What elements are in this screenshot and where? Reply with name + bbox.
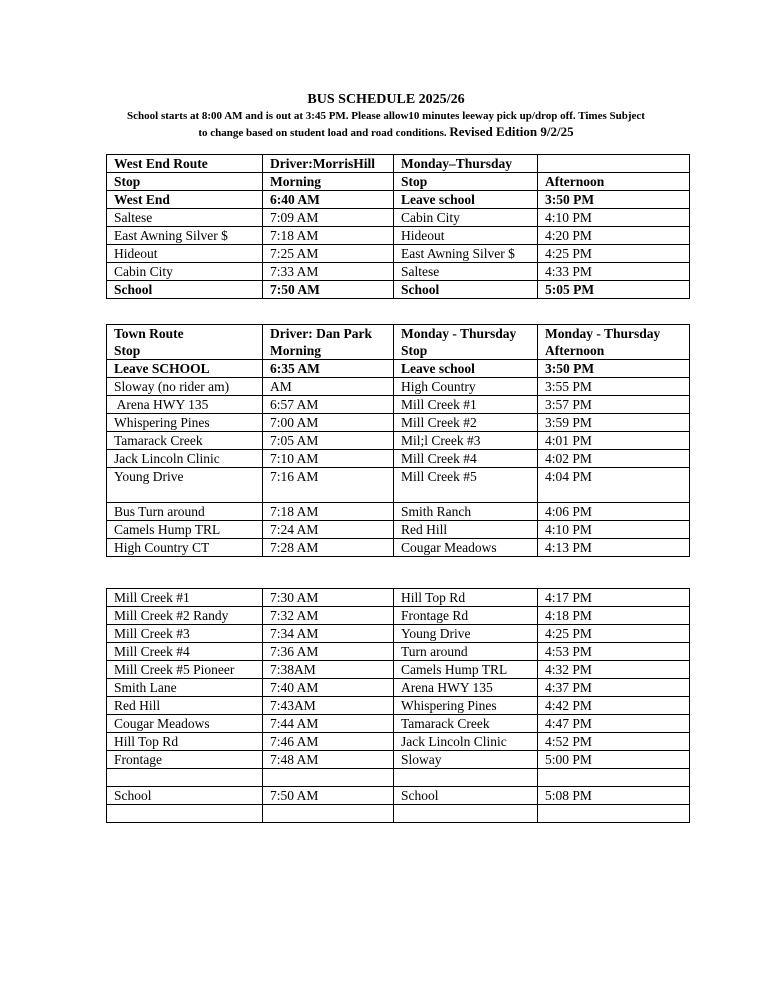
table-row [107, 227, 690, 245]
time-cell: 7:18 AM [263, 503, 394, 521]
time-cell: 3:57 PM [538, 396, 690, 414]
time-cell [538, 805, 690, 823]
time-cell: 7:44 AM [263, 715, 394, 733]
stop-cell: Arena HWY 135 [107, 396, 263, 414]
stop-cell [394, 805, 538, 823]
time-cell: 7:30 AM [263, 589, 394, 607]
stop-cell: School [107, 281, 263, 299]
time-cell: 4:47 PM [538, 715, 690, 733]
table-row [107, 751, 690, 769]
column-header: Stop [394, 173, 538, 191]
column-header: Morning [263, 173, 394, 191]
subtitle-line-2 [110, 124, 662, 141]
stop-cell: Hideout [107, 245, 263, 263]
time-cell: 7:40 AM [263, 679, 394, 697]
stop-cell: Tamarack Creek [107, 432, 263, 450]
time-cell: 4:06 PM [538, 503, 690, 521]
table-row [107, 396, 690, 414]
west-end-route-table [106, 154, 690, 299]
time-cell: 4:01 PM [538, 432, 690, 450]
header-cell: Monday–Thursday [394, 155, 538, 173]
time-cell: 7:48 AM [263, 751, 394, 769]
header-line: Afternoon [545, 343, 605, 358]
time-cell: 7:09 AM [263, 209, 394, 227]
header-cell: Driver:MorrisHill [263, 155, 394, 173]
time-cell: 5:00 PM [538, 751, 690, 769]
table-row [107, 263, 690, 281]
time-cell: 3:59 PM [538, 414, 690, 432]
table-header-row [107, 325, 690, 360]
revised-edition: Revised Edition 9/2/25 [449, 124, 574, 139]
stop-cell [107, 769, 263, 787]
time-cell: 7:43AM [263, 697, 394, 715]
table-row [107, 643, 690, 661]
town-route-table [106, 324, 690, 557]
stop-cell: Sloway [394, 751, 538, 769]
table-row [107, 625, 690, 643]
stop-cell: Frontage Rd [394, 607, 538, 625]
header-line: Town Route [114, 326, 184, 341]
time-cell: 7:50 AM [263, 281, 394, 299]
page-title: BUS SCHEDULE 2025/26 [307, 92, 465, 107]
table-row [107, 468, 690, 503]
table-row [107, 245, 690, 263]
subtitle-line-1: School starts at 8:00 AM and is out at 3:45 PM. Please allow10 minutes leeway pick up/drop off. Times Subject [127, 110, 645, 122]
header-cell [394, 325, 538, 360]
stop-cell: Bus Turn around [107, 503, 263, 521]
header-line: Stop [401, 343, 428, 358]
stop-cell: Hideout [394, 227, 538, 245]
stop-cell: School [394, 281, 538, 299]
time-cell: 4:10 PM [538, 209, 690, 227]
time-cell: 7:05 AM [263, 432, 394, 450]
stop-cell: Jack Lincoln Clinic [394, 733, 538, 751]
table-row [107, 733, 690, 751]
stop-cell: Leave school [394, 360, 538, 378]
time-cell [263, 805, 394, 823]
time-cell: 7:28 AM [263, 539, 394, 557]
stop-cell: Mill Creek #2 [394, 414, 538, 432]
time-cell: 4:18 PM [538, 607, 690, 625]
time-cell: 4:20 PM [538, 227, 690, 245]
table-row [107, 715, 690, 733]
header-line: Monday - Thursday [545, 326, 661, 341]
time-cell: 3:50 PM [538, 360, 690, 378]
stop-cell: Mill Creek #5 Pioneer [107, 661, 263, 679]
stop-cell: Mill Creek #3 [107, 625, 263, 643]
subtitle-line-2-text: to change based on student load and road conditions. [198, 127, 447, 139]
table-row [107, 787, 690, 805]
time-cell: 7:34 AM [263, 625, 394, 643]
stop-cell: Hill Top Rd [107, 733, 263, 751]
time-cell: 6:57 AM [263, 396, 394, 414]
stop-cell: Mill Creek #1 [394, 396, 538, 414]
time-cell: 7:25 AM [263, 245, 394, 263]
time-cell: 4:04 PM [538, 468, 690, 503]
header-cell [263, 325, 394, 360]
stop-cell: Red Hill [394, 521, 538, 539]
table-row [107, 589, 690, 607]
column-header: Stop [107, 173, 263, 191]
time-cell: 4:33 PM [538, 263, 690, 281]
header-cell [538, 155, 690, 173]
stop-cell: Cougar Meadows [394, 539, 538, 557]
table-row [107, 281, 690, 299]
time-cell: 4:17 PM [538, 589, 690, 607]
time-cell: 7:24 AM [263, 521, 394, 539]
stop-cell: Camels Hump TRL [394, 661, 538, 679]
stop-cell: High Country CT [107, 539, 263, 557]
time-cell: 7:10 AM [263, 450, 394, 468]
stop-cell: Young Drive [107, 468, 263, 503]
time-cell: 7:36 AM [263, 643, 394, 661]
stop-cell: Cabin City [107, 263, 263, 281]
stop-cell: Smith Lane [107, 679, 263, 697]
table-row [107, 414, 690, 432]
time-cell [538, 769, 690, 787]
table-row [107, 450, 690, 468]
table-row [107, 607, 690, 625]
table-row [107, 191, 690, 209]
stop-cell: Frontage [107, 751, 263, 769]
time-cell: 4:53 PM [538, 643, 690, 661]
header-cell: West End Route [107, 155, 263, 173]
table-row [107, 539, 690, 557]
stop-cell: Camels Hump TRL [107, 521, 263, 539]
time-cell: 7:32 AM [263, 607, 394, 625]
header-cell [538, 325, 690, 360]
table-row [107, 697, 690, 715]
time-cell: 7:16 AM [263, 468, 394, 503]
stop-cell: Leave school [394, 191, 538, 209]
stop-cell: Hill Top Rd [394, 589, 538, 607]
time-cell: 6:35 AM [263, 360, 394, 378]
stop-cell: Tamarack Creek [394, 715, 538, 733]
stop-cell: Smith Ranch [394, 503, 538, 521]
time-cell: 4:02 PM [538, 450, 690, 468]
time-cell: 4:42 PM [538, 697, 690, 715]
stop-cell [394, 769, 538, 787]
time-cell: 4:37 PM [538, 679, 690, 697]
town-route-continued-table [106, 588, 690, 823]
table-row [107, 360, 690, 378]
time-cell: 7:00 AM [263, 414, 394, 432]
stop-cell: Turn around [394, 643, 538, 661]
table-row [107, 378, 690, 396]
stop-cell: Arena HWY 135 [394, 679, 538, 697]
time-cell: 7:46 AM [263, 733, 394, 751]
time-cell: 4:13 PM [538, 539, 690, 557]
stop-cell: Whispering Pines [107, 414, 263, 432]
time-cell: AM [263, 378, 394, 396]
stop-cell: Saltese [107, 209, 263, 227]
stop-cell: Mill Creek #4 [394, 450, 538, 468]
column-header-row [107, 173, 690, 191]
time-cell: 4:25 PM [538, 245, 690, 263]
stop-cell: Leave SCHOOL [107, 360, 263, 378]
stop-cell: Whispering Pines [394, 697, 538, 715]
time-cell [263, 769, 394, 787]
time-cell: 5:08 PM [538, 787, 690, 805]
header-cell [107, 325, 263, 360]
table-row [107, 521, 690, 539]
stop-cell: East Awning Silver $ [394, 245, 538, 263]
stop-cell: Mil;l Creek #3 [394, 432, 538, 450]
table-row [107, 432, 690, 450]
table-row [107, 503, 690, 521]
stop-cell: Mill Creek #4 [107, 643, 263, 661]
header-line: Stop [114, 343, 141, 358]
table-row [107, 209, 690, 227]
stop-cell: Jack Lincoln Clinic [107, 450, 263, 468]
stop-cell: Red Hill [107, 697, 263, 715]
time-cell: 4:32 PM [538, 661, 690, 679]
stop-cell: Mill Creek #1 [107, 589, 263, 607]
stop-cell: Saltese [394, 263, 538, 281]
header-line: Monday - Thursday [401, 326, 517, 341]
stop-cell: East Awning Silver $ [107, 227, 263, 245]
stop-cell: School [107, 787, 263, 805]
time-cell: 7:50 AM [263, 787, 394, 805]
stop-cell: Cougar Meadows [107, 715, 263, 733]
column-header: Afternoon [538, 173, 690, 191]
header-line: Morning [270, 343, 322, 358]
stop-cell: Sloway (no rider am) [107, 378, 263, 396]
stop-cell: School [394, 787, 538, 805]
table-header-row [107, 155, 690, 173]
header-line: Driver: Dan Park [270, 326, 372, 341]
time-cell: 5:05 PM [538, 281, 690, 299]
page-subtitle [110, 109, 662, 141]
time-cell: 4:10 PM [538, 521, 690, 539]
stop-cell: Mill Creek #2 Randy [107, 607, 263, 625]
stop-cell [107, 805, 263, 823]
time-cell: 3:50 PM [538, 191, 690, 209]
time-cell: 4:25 PM [538, 625, 690, 643]
stop-cell: Cabin City [394, 209, 538, 227]
table-row [107, 679, 690, 697]
stop-cell: West End [107, 191, 263, 209]
table-row [107, 769, 690, 787]
stop-cell: Young Drive [394, 625, 538, 643]
time-cell: 7:33 AM [263, 263, 394, 281]
time-cell: 3:55 PM [538, 378, 690, 396]
table-row [107, 661, 690, 679]
time-cell: 6:40 AM [263, 191, 394, 209]
time-cell: 7:38AM [263, 661, 394, 679]
table-row [107, 805, 690, 823]
time-cell: 7:18 AM [263, 227, 394, 245]
stop-cell: Mill Creek #5 [394, 468, 538, 503]
time-cell: 4:52 PM [538, 733, 690, 751]
stop-cell: High Country [394, 378, 538, 396]
